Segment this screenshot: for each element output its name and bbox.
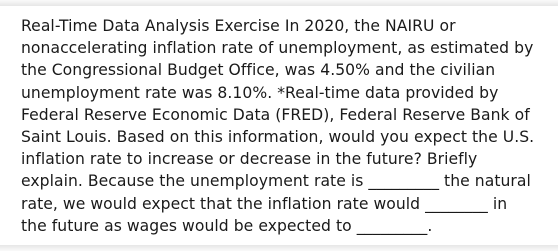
question-line: explain. Because the unemployment rate is _________ the natural [21,172,531,191]
top-divider [0,0,558,6]
question-line: Real-Time Data Analysis Exercise In 2020, the NAIRU or [21,17,456,35]
question-line: nonaccelerating inflation rate of unemployment, as estimated by [21,39,534,58]
question-line: Saint Louis. Based on this information, would you expect the U.S. [21,128,535,147]
question-line: Federal Reserve Economic Data (FRED), Federal Reserve Bank of [21,105,530,124]
question-line: unemployment rate was 8.10%. *Real-time data provided by [21,83,499,102]
question-line: the future as wages would be expected to _________. [21,216,433,235]
bottom-divider [0,245,558,251]
question-line: the Congressional Budget Office, was 4.50% and the civilian [21,61,496,80]
question-line: inflation rate to increase or decrease in the future? Briefly [21,150,478,169]
question-line: rate, we would expect that the inflation rate would ________ in [21,194,508,213]
question-text [21,15,544,237]
